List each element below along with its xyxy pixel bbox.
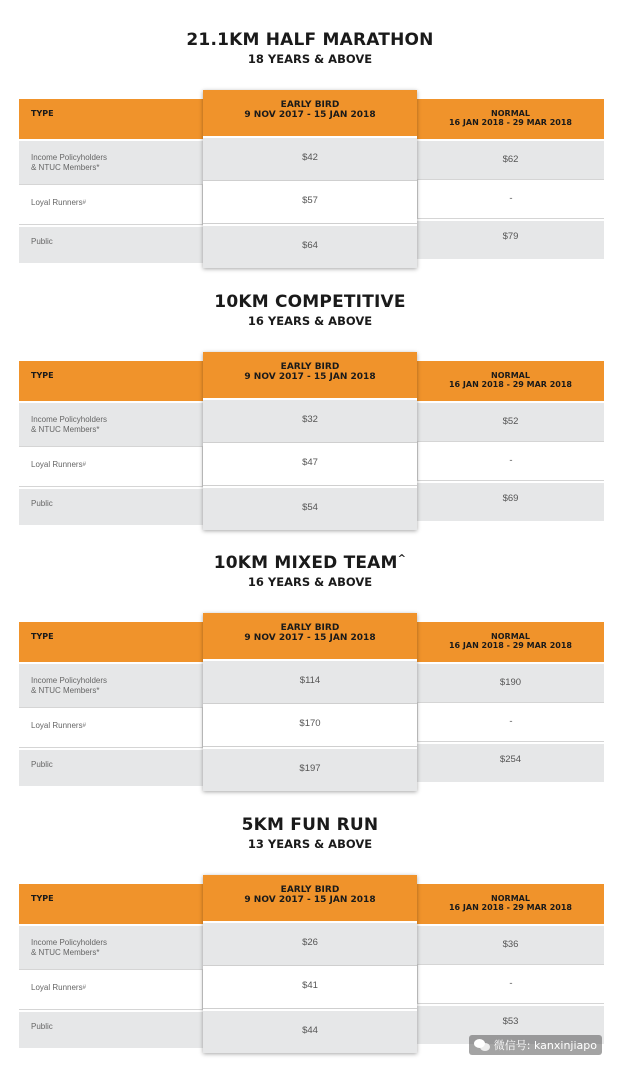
early-bird-price: $197 <box>203 747 417 791</box>
early-bird-column <box>203 613 417 791</box>
type-cell <box>19 969 203 1010</box>
type-cell <box>19 139 203 184</box>
section-subtitle: 16 YEARS & ABOVE <box>247 314 373 328</box>
type-label-sup: # <box>82 723 86 729</box>
type-cell <box>19 184 203 225</box>
type-label: Loyal Runners <box>31 983 83 992</box>
normal-price: $69 <box>417 481 604 521</box>
normal-price: $62 <box>417 139 604 179</box>
normal-dates: 16 JAN 2018 - 29 MAR 2018 <box>448 641 572 650</box>
type-header: TYPE <box>19 361 203 401</box>
early-bird-price: $54 <box>203 486 417 530</box>
type-label: Public <box>31 237 53 246</box>
early-bird-price: $42 <box>203 136 417 180</box>
type-label: Income Policyholders <box>31 938 108 947</box>
normal-price: - <box>417 441 604 481</box>
type-label-sup: # <box>82 985 86 991</box>
section-title-sup: ^ <box>397 553 407 565</box>
normal-price: $52 <box>417 401 604 441</box>
normal-header <box>417 361 604 401</box>
normal-dates: 16 JAN 2018 - 29 MAR 2018 <box>448 118 572 127</box>
early-bird-price: $57 <box>203 180 417 224</box>
normal-header <box>417 99 604 139</box>
type-label-line2: & NTUC Members* <box>31 948 100 957</box>
early-bird-column <box>203 352 417 530</box>
normal-price: - <box>417 702 604 742</box>
early-bird-title: EARLY BIRD <box>280 362 340 372</box>
normal-price: - <box>417 964 604 1004</box>
normal-title: NORMAL <box>491 371 530 380</box>
section-title <box>0 292 620 312</box>
early-bird-price: $47 <box>203 442 417 486</box>
normal-title: NORMAL <box>491 894 530 903</box>
early-bird-price: $44 <box>203 1009 417 1053</box>
early-bird-dates: 9 NOV 2017 - 15 JAN 2018 <box>244 633 376 643</box>
early-bird-header <box>203 875 417 921</box>
early-bird-dates: 9 NOV 2017 - 15 JAN 2018 <box>244 895 376 905</box>
normal-dates: 16 JAN 2018 - 29 MAR 2018 <box>448 903 572 912</box>
type-cell <box>19 748 203 786</box>
early-bird-header <box>203 613 417 659</box>
type-label-line2: & NTUC Members* <box>31 163 100 172</box>
normal-price: $36 <box>417 924 604 964</box>
early-bird-header <box>203 90 417 136</box>
early-bird-header <box>203 352 417 398</box>
type-label: Loyal Runners <box>31 198 83 207</box>
type-cell <box>19 401 203 446</box>
type-cell <box>19 707 203 748</box>
normal-dates: 16 JAN 2018 - 29 MAR 2018 <box>448 380 572 389</box>
type-label-line2: & NTUC Members* <box>31 686 100 695</box>
type-column <box>19 884 203 1048</box>
section-subtitle: 18 YEARS & ABOVE <box>247 52 373 66</box>
section-subtitle: 16 YEARS & ABOVE <box>247 575 373 589</box>
normal-price: $190 <box>417 662 604 702</box>
section-title <box>0 815 620 835</box>
normal-title: NORMAL <box>491 632 530 641</box>
type-column <box>19 622 203 786</box>
type-label: Income Policyholders <box>31 415 108 424</box>
type-label: Public <box>31 499 53 508</box>
type-header: TYPE <box>19 99 203 139</box>
section-title <box>0 553 620 573</box>
normal-price: $53 <box>417 1004 604 1044</box>
early-bird-price: $64 <box>203 224 417 268</box>
watermark <box>469 1035 602 1055</box>
wechat-icon <box>474 1039 490 1051</box>
type-label: Loyal Runners <box>31 460 83 469</box>
normal-title: NORMAL <box>491 109 530 118</box>
early-bird-price: $32 <box>203 398 417 442</box>
normal-column <box>417 99 604 259</box>
type-cell <box>19 924 203 969</box>
watermark-text: 微信号: kanxinjiapo <box>493 1039 597 1052</box>
section-title-text: 10KM COMPETITIVE <box>214 292 406 312</box>
early-bird-title: EARLY BIRD <box>280 100 340 110</box>
type-label-sup: # <box>82 200 86 206</box>
type-label: Income Policyholders <box>31 676 108 685</box>
section-title-text: 10KM MIXED TEAM <box>213 553 398 573</box>
early-bird-price: $170 <box>203 703 417 747</box>
type-column <box>19 99 203 263</box>
normal-column <box>417 361 604 521</box>
type-label-line2: & NTUC Members* <box>31 425 100 434</box>
early-bird-price: $41 <box>203 965 417 1009</box>
normal-column <box>417 884 604 1044</box>
early-bird-dates: 9 NOV 2017 - 15 JAN 2018 <box>244 372 376 382</box>
early-bird-dates: 9 NOV 2017 - 15 JAN 2018 <box>244 110 376 120</box>
section-title <box>0 30 620 50</box>
normal-header <box>417 622 604 662</box>
type-label-sup: # <box>82 462 86 468</box>
type-cell <box>19 1010 203 1048</box>
normal-price: $79 <box>417 219 604 259</box>
normal-header <box>417 884 604 924</box>
early-bird-price: $26 <box>203 921 417 965</box>
normal-price: - <box>417 179 604 219</box>
early-bird-title: EARLY BIRD <box>280 885 340 895</box>
early-bird-price: $114 <box>203 659 417 703</box>
normal-price: $254 <box>417 742 604 782</box>
early-bird-title: EARLY BIRD <box>280 623 340 633</box>
type-label: Income Policyholders <box>31 153 108 162</box>
type-cell <box>19 225 203 263</box>
early-bird-column <box>203 875 417 1053</box>
type-label: Public <box>31 760 53 769</box>
type-cell <box>19 446 203 487</box>
type-column <box>19 361 203 525</box>
type-label: Public <box>31 1022 53 1031</box>
type-header: TYPE <box>19 884 203 924</box>
type-header: TYPE <box>19 622 203 662</box>
early-bird-column <box>203 90 417 268</box>
type-label: Loyal Runners <box>31 721 83 730</box>
section-title-text: 21.1KM HALF MARATHON <box>186 30 434 50</box>
type-cell <box>19 662 203 707</box>
section-title-text: 5KM FUN RUN <box>241 815 379 835</box>
section-subtitle: 13 YEARS & ABOVE <box>247 837 373 851</box>
normal-column <box>417 622 604 782</box>
type-cell <box>19 487 203 525</box>
